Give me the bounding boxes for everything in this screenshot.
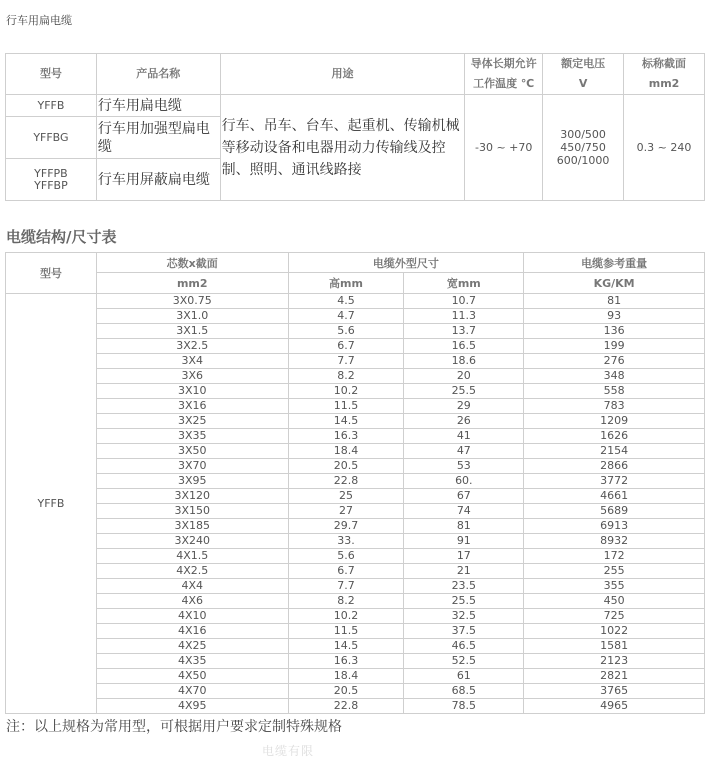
model-line: YFFPB: [34, 166, 68, 180]
cores-cell: 3X50: [96, 444, 288, 459]
width-cell: 25.5: [404, 594, 524, 609]
table-row: [6, 609, 705, 624]
weight-cell: 450: [524, 594, 705, 609]
table-row: [6, 669, 705, 684]
width-cell: 16.5: [404, 339, 524, 354]
weight-cell: 199: [524, 339, 705, 354]
weight-cell: 1209: [524, 414, 705, 429]
weight-cell: 136: [524, 324, 705, 339]
header-usage: 用途: [220, 54, 465, 95]
header-temp-line1: 导体长期允许: [470, 57, 537, 70]
height-cell: 20.5: [288, 459, 404, 474]
weight-cell: 3765: [524, 684, 705, 699]
height-cell: 6.7: [288, 339, 404, 354]
cores-cell: 4X6: [96, 594, 288, 609]
cores-cell: 4X95: [96, 699, 288, 714]
weight-cell: 1581: [524, 639, 705, 654]
height-cell: 22.8: [288, 699, 404, 714]
table-row: [6, 594, 705, 609]
product-header-row: [6, 54, 705, 95]
width-cell: 23.5: [404, 579, 524, 594]
height-cell: 10.2: [288, 609, 404, 624]
table-row: [6, 519, 705, 534]
cores-cell: 4X16: [96, 624, 288, 639]
height-cell: 18.4: [288, 444, 404, 459]
width-cell: 46.5: [404, 639, 524, 654]
height-cell: 25: [288, 489, 404, 504]
table-row: [6, 534, 705, 549]
width-cell: 29: [404, 399, 524, 414]
width-cell: 18.6: [404, 354, 524, 369]
table-row: [6, 654, 705, 669]
height-cell: 16.3: [288, 654, 404, 669]
weight-cell: 4661: [524, 489, 705, 504]
model-line: YFFBP: [34, 178, 68, 192]
height-cell: 4.7: [288, 309, 404, 324]
cores-cell: 4X35: [96, 654, 288, 669]
height-cell: 33.: [288, 534, 404, 549]
cores-cell: 3X1.5: [96, 324, 288, 339]
table-row: [6, 339, 705, 354]
header-model: 型号: [6, 54, 97, 95]
cores-cell: 3X1.0: [96, 309, 288, 324]
page-title: 行车用扁电缆: [6, 14, 72, 27]
height-cell: 20.5: [288, 684, 404, 699]
section-cell: 0.3 ~ 240: [624, 95, 705, 201]
weight-cell: 2154: [524, 444, 705, 459]
cores-cell: 3X16: [96, 399, 288, 414]
weight-cell: 783: [524, 399, 705, 414]
header-width: 宽mm: [404, 273, 524, 294]
table-row: [6, 324, 705, 339]
cores-cell: 4X4: [96, 579, 288, 594]
width-cell: 10.7: [404, 294, 524, 309]
dimension-header-row: [6, 253, 705, 273]
voltage-value: 600/1000: [556, 154, 610, 167]
table-row: [6, 354, 705, 369]
table-row: [6, 414, 705, 429]
weight-cell: 4965: [524, 699, 705, 714]
table-row: [6, 474, 705, 489]
height-cell: 11.5: [288, 624, 404, 639]
model-cell: YFFB: [6, 95, 97, 117]
width-cell: 20: [404, 369, 524, 384]
table-row: [6, 369, 705, 384]
weight-cell: 5689: [524, 504, 705, 519]
width-cell: 21: [404, 564, 524, 579]
width-cell: 17: [404, 549, 524, 564]
product-row: [6, 95, 705, 117]
table-row: [6, 399, 705, 414]
cores-cell: 3X120: [96, 489, 288, 504]
table-row: [6, 309, 705, 324]
header-section-line2: mm2: [648, 77, 680, 90]
voltage-value: 300/500: [560, 128, 606, 141]
header-voltage: [543, 54, 624, 95]
name-cell: 行车用扁电缆: [96, 95, 220, 117]
table-row: [6, 579, 705, 594]
weight-cell: 276: [524, 354, 705, 369]
cores-cell: 4X2.5: [96, 564, 288, 579]
table-row: [6, 489, 705, 504]
usage-cell: 行车、吊车、台车、起重机、传输机械等移动设备和电器用动力传输线及控制、照明、通讯线路接: [220, 95, 465, 201]
model-cell: YFFBG: [6, 117, 97, 159]
height-cell: 6.7: [288, 564, 404, 579]
cores-cell: 3X4: [96, 354, 288, 369]
cores-cell: 3X25: [96, 414, 288, 429]
height-cell: 22.8: [288, 474, 404, 489]
name-cell: 行车用加强型扁电缆: [96, 117, 220, 159]
height-cell: 10.2: [288, 384, 404, 399]
weight-cell: 558: [524, 384, 705, 399]
weight-cell: 8932: [524, 534, 705, 549]
table-row: [6, 429, 705, 444]
weight-cell: 355: [524, 579, 705, 594]
model-cell: YFFB: [6, 294, 97, 714]
width-cell: 78.5: [404, 699, 524, 714]
height-cell: 27: [288, 504, 404, 519]
header-cores-unit: mm2: [96, 273, 288, 294]
header-section-line1: 标称截面: [642, 57, 687, 70]
width-cell: 11.3: [404, 309, 524, 324]
weight-cell: 725: [524, 609, 705, 624]
name-cell: 行车用屏蔽扁电缆: [96, 159, 220, 201]
table-row: [6, 549, 705, 564]
table-row: [6, 384, 705, 399]
footnote: 注：以上规格为常用型，可根据用户要求定制特殊规格: [6, 719, 342, 735]
width-cell: 37.5: [404, 624, 524, 639]
header-outer-size: 电缆外型尺寸: [288, 253, 524, 273]
width-cell: 68.5: [404, 684, 524, 699]
height-cell: 16.3: [288, 429, 404, 444]
cores-cell: 3X35: [96, 429, 288, 444]
weight-cell: 6913: [524, 519, 705, 534]
weight-cell: 255: [524, 564, 705, 579]
height-cell: 4.5: [288, 294, 404, 309]
width-cell: 74: [404, 504, 524, 519]
table-row: [6, 639, 705, 654]
header-voltage-line1: 额定电压: [561, 57, 606, 70]
table-row: [6, 459, 705, 474]
width-cell: 91: [404, 534, 524, 549]
header-height: 高mm: [288, 273, 404, 294]
width-cell: 47: [404, 444, 524, 459]
table-row: [6, 624, 705, 639]
height-cell: 8.2: [288, 594, 404, 609]
temp-cell: -30 ~ +70: [465, 95, 543, 201]
weight-cell: 2123: [524, 654, 705, 669]
section-title: 电缆结构/尺寸表: [6, 228, 117, 246]
weight-cell: 1626: [524, 429, 705, 444]
width-cell: 41: [404, 429, 524, 444]
header-weight: 电缆参考重量: [524, 253, 705, 273]
table-row: [6, 294, 705, 309]
cores-cell: 3X10: [96, 384, 288, 399]
cores-cell: 3X70: [96, 459, 288, 474]
header-voltage-line2: V: [578, 77, 588, 90]
height-cell: 14.5: [288, 414, 404, 429]
height-cell: 7.7: [288, 579, 404, 594]
width-cell: 13.7: [404, 324, 524, 339]
height-cell: 5.6: [288, 549, 404, 564]
cores-cell: 4X10: [96, 609, 288, 624]
product-table: [5, 53, 705, 201]
cores-cell: 3X0.75: [96, 294, 288, 309]
width-cell: 25.5: [404, 384, 524, 399]
table-row: [6, 699, 705, 714]
voltage-cell: [543, 95, 624, 201]
cores-cell: 4X70: [96, 684, 288, 699]
cores-cell: 3X2.5: [96, 339, 288, 354]
header-temp-line2: 工作温度 ℃: [473, 77, 535, 90]
dimension-table: [5, 252, 705, 714]
height-cell: 18.4: [288, 669, 404, 684]
weight-cell: 3772: [524, 474, 705, 489]
table-row: [6, 444, 705, 459]
dimension-body: [6, 294, 705, 714]
weight-cell: 1022: [524, 624, 705, 639]
header-cores: 芯数x截面: [96, 253, 288, 273]
height-cell: 14.5: [288, 639, 404, 654]
height-cell: 7.7: [288, 354, 404, 369]
table-row: [6, 684, 705, 699]
cores-cell: 3X6: [96, 369, 288, 384]
header-weight-unit: KG/KM: [524, 273, 705, 294]
weight-cell: 2821: [524, 669, 705, 684]
weight-cell: 172: [524, 549, 705, 564]
width-cell: 26: [404, 414, 524, 429]
width-cell: 60.: [404, 474, 524, 489]
width-cell: 52.5: [404, 654, 524, 669]
header-temp: [465, 54, 543, 95]
cores-cell: 3X185: [96, 519, 288, 534]
weight-cell: 93: [524, 309, 705, 324]
cores-cell: 3X240: [96, 534, 288, 549]
cores-cell: 3X95: [96, 474, 288, 489]
width-cell: 81: [404, 519, 524, 534]
cores-cell: 4X50: [96, 669, 288, 684]
table-row: [6, 564, 705, 579]
model-cell: [6, 159, 97, 201]
height-cell: 5.6: [288, 324, 404, 339]
dimension-subheader-row: [6, 273, 705, 294]
voltage-value: 450/750: [560, 141, 606, 154]
header-section: [624, 54, 705, 95]
watermark: 电缆有限: [262, 744, 315, 758]
cores-cell: 4X25: [96, 639, 288, 654]
header-model: 型号: [6, 253, 97, 294]
table-row: [6, 504, 705, 519]
cores-cell: 3X150: [96, 504, 288, 519]
width-cell: 67: [404, 489, 524, 504]
width-cell: 61: [404, 669, 524, 684]
height-cell: 29.7: [288, 519, 404, 534]
width-cell: 32.5: [404, 609, 524, 624]
weight-cell: 2866: [524, 459, 705, 474]
weight-cell: 348: [524, 369, 705, 384]
weight-cell: 81: [524, 294, 705, 309]
header-name: 产品名称: [96, 54, 220, 95]
width-cell: 53: [404, 459, 524, 474]
cores-cell: 4X1.5: [96, 549, 288, 564]
height-cell: 8.2: [288, 369, 404, 384]
height-cell: 11.5: [288, 399, 404, 414]
